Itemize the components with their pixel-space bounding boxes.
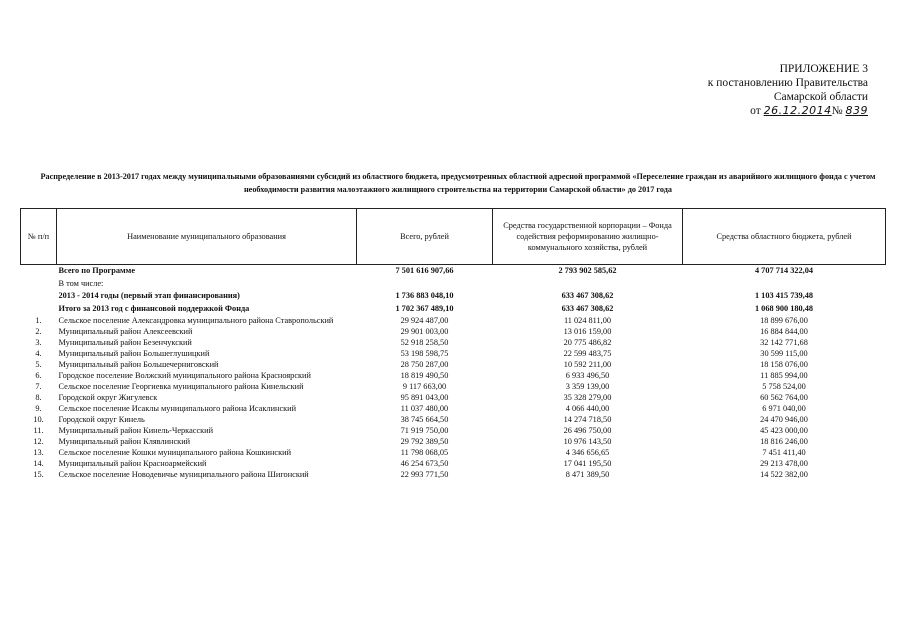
row-number: 15. [33,470,44,479]
header-num: № п/п [21,209,57,265]
fund-amount: 11 024 811,00 [563,316,612,325]
municipality-name: Муниципальный район Безенчукский [58,338,192,347]
table-row [21,381,886,392]
row-number: 13. [33,448,44,457]
row-number: 3. [35,338,42,347]
summary-label: Итого за 2013 год с финансовой поддержкой Фонда [58,303,250,313]
regional-amount: 60 562 764,00 [760,393,808,402]
total-amount: 38 745 664,50 [400,415,449,424]
regional-amount: 29 213 478,00 [760,459,808,468]
summary-regional: 4 707 714 322,04 [754,266,814,275]
total-amount: 46 254 673,50 [400,459,449,468]
fund-amount: 20 775 486,82 [563,338,612,347]
regional-amount: 6 971 040,00 [762,404,806,413]
fund-amount: 8 471 389,50 [565,470,610,479]
summary-total: 1 702 367 489,10 [395,303,454,313]
total-amount: 95 891 043,00 [400,393,449,402]
summary-fund: 2 793 902 585,62 [558,266,617,275]
total-amount: 29 792 389,50 [400,437,449,446]
total-amount: 53 198 598,75 [400,349,449,358]
summary-total: 1 736 883 048,10 [395,291,454,300]
appendix-line-2: к постановлению Правительства [707,77,868,89]
subsidy-table [20,208,886,480]
summary-regional: 1 068 900 180,48 [754,303,814,313]
table-row [21,326,886,337]
fund-amount: 4 346 656,65 [565,448,610,457]
summary-fund: 633 467 308,62 [561,291,614,300]
summary-num [21,265,57,278]
fund-amount: 17 041 195,50 [563,459,612,468]
regional-amount: 45 423 000,00 [760,426,808,435]
total-amount: 29 924 487,00 [400,316,449,325]
total-amount: 18 819 490,50 [400,371,449,380]
fund-amount: 26 496 750,00 [563,426,612,435]
municipality-name: Муниципальный район Кинель-Черкасский [58,426,214,435]
table-row [21,469,886,480]
table-row [21,392,886,403]
row-number: 1. [35,316,42,325]
date-prefix: от [750,105,761,117]
row-number: 2. [35,327,42,336]
fund-amount: 35 328 279,00 [563,393,612,402]
row-number: 12. [33,437,44,446]
total-amount: 9 117 663,00 [402,382,447,391]
fund-amount: 13 016 159,00 [563,327,612,336]
summary-num [21,278,57,291]
total-amount: 28 750 287,00 [400,360,449,369]
municipality-name: Муниципальный район Алексеевский [58,327,193,336]
municipality-name: Сельское поселение Георгиевка муниципального района Кинельский [58,382,304,391]
row-number: 9. [35,404,42,413]
handwritten-date: 26.12.2014 [763,104,832,117]
summary-num [21,303,57,316]
row-number: 6. [35,371,42,380]
fund-amount: 10 592 211,00 [563,360,612,369]
total-amount: 11 037 480,00 [400,404,449,413]
header-name: Наименование муниципального образования [57,209,357,265]
municipality-name: Сельское поселение Александровка муниципального района Ставропольский [58,316,334,325]
row-number: 11. [33,426,44,435]
table-row [21,315,886,326]
summary-regional [683,278,886,291]
row-number: 5. [35,360,42,369]
municipality-name: Сельское поселение Новодевичье муниципального района Шигонский [58,470,309,479]
header-fund: Средства государственной корпорации – Фонда содействия реформированию жилищно-коммунального хозяйства, рублей [493,209,683,265]
appendix-header [708,62,868,118]
row-number: 14. [33,459,44,468]
regional-amount: 18 158 076,00 [760,360,808,369]
handwritten-number: 839 [845,104,868,117]
table-row [21,359,886,370]
summary-num [21,290,57,303]
table-row [21,447,886,458]
regional-amount: 30 599 115,00 [760,349,808,358]
summary-fund [493,278,683,291]
municipality-name: Муниципальный район Клявлинский [58,437,191,446]
summary-label: В том числе: [58,278,104,288]
fund-amount: 10 976 143,50 [563,437,612,446]
table-row [21,348,886,359]
regional-amount: 7 451 411,40 [762,448,806,457]
regional-amount: 16 884 844,00 [760,327,808,336]
row-number: 10. [33,415,44,424]
summary-label: Всего по Программе [58,266,136,275]
summary-total: 7 501 616 907,66 [395,266,454,275]
total-amount: 52 918 258,50 [400,338,449,347]
summary-row [21,278,886,291]
regional-amount: 32 142 771,68 [760,338,808,347]
table-row [21,414,886,425]
regional-amount: 18 816 246,00 [760,437,808,446]
table-row [21,425,886,436]
row-number: 7. [35,382,42,391]
row-number: 4. [35,349,42,358]
summary-total [357,278,493,291]
municipality-name: Муниципальный район Красноармейский [58,459,207,468]
municipality-name: Муниципальный район Большеглушицкий [58,349,210,358]
appendix-title: ПРИЛОЖЕНИЕ 3 [779,63,868,75]
regional-amount: 18 899 676,00 [760,316,808,325]
summary-fund: 633 467 308,62 [561,303,614,313]
fund-amount: 6 933 496,50 [565,371,610,380]
regional-amount: 14 522 382,00 [760,470,808,479]
number-prefix: № [831,105,843,117]
summary-row [21,303,886,316]
total-amount: 22 993 771,50 [400,470,449,479]
table-row [21,370,886,381]
summary-row [21,290,886,303]
regional-amount: 24 470 946,00 [760,415,808,424]
summary-label: 2013 - 2014 годы (первый этап финансирования) [58,291,240,300]
total-amount: 71 919 750,00 [400,426,449,435]
total-amount: 11 798 068,05 [400,448,449,457]
summary-row [21,265,886,278]
appendix-line-3: Самарской области [773,91,868,103]
municipality-name: Городское поселение Волжский муниципального района Красноярский [58,371,311,380]
municipality-name: Сельское поселение Кошки муниципального района Кошкинский [58,448,292,457]
table-row [21,458,886,469]
header-total: Всего, рублей [357,209,493,265]
regional-amount: 11 885 994,00 [760,371,808,380]
summary-regional: 1 103 415 739,48 [754,291,814,300]
table-row [21,436,886,447]
municipality-name: Городской округ Жигулевск [58,393,158,402]
regional-amount: 5 758 524,00 [762,382,806,391]
municipality-name: Сельское поселение Исаклы муниципального района Исаклинский [58,404,297,413]
appendix-date-line [708,104,868,118]
fund-amount: 4 066 440,00 [565,404,610,413]
table-row [21,337,886,348]
total-amount: 29 901 003,00 [400,327,449,336]
municipality-name: Муниципальный район Большечерниговский [58,360,219,369]
fund-amount: 14 274 718,50 [563,415,612,424]
row-number: 8. [35,393,42,402]
fund-amount: 22 599 483,75 [563,349,612,358]
municipality-name: Городской округ Кинель [58,415,145,424]
header-regional: Средства областного бюджета, рублей [683,209,886,265]
table-row [21,403,886,414]
table-header-row [21,209,886,265]
document-title: Распределение в 2013-2017 годах между муниципальными образованиями субсидий из областного бюджета, предусмотренных областной адресной программой «Переселение граждан из аварийного жилищного фонда с учетом необходимости развития малоэтажного жилищного строительства на территории Самарской области» до 2017 года [40,172,876,194]
fund-amount: 3 359 139,00 [565,382,610,391]
